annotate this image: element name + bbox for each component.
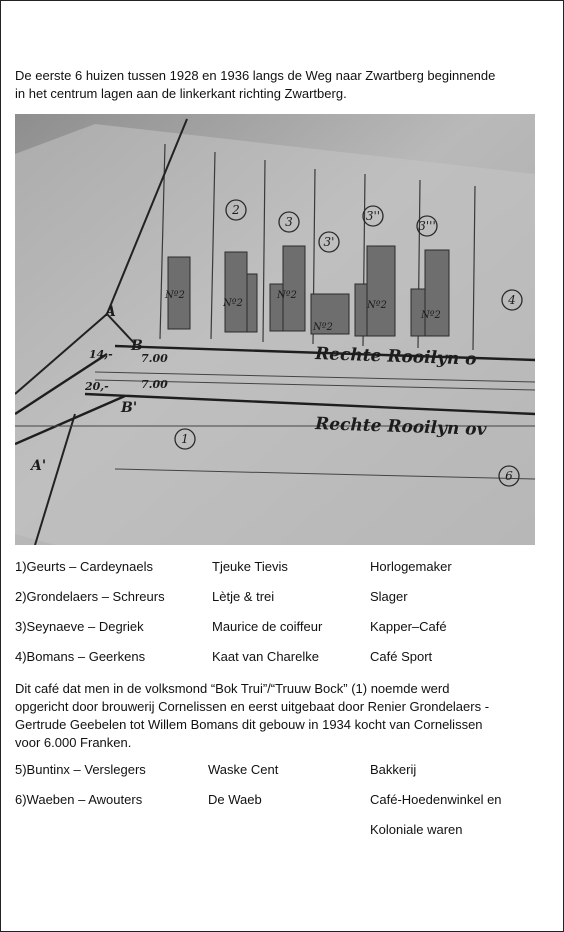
intro-line-1: De eerste 6 huizen tussen 1928 en 1936 langs de Weg naar Zwartberg beginnende xyxy=(15,68,496,83)
house-row-6-continued xyxy=(15,821,545,839)
plot-label-4: Nº2 xyxy=(313,322,333,333)
intro-text xyxy=(15,67,545,103)
house-row-3 xyxy=(15,618,545,636)
house-trade: Slager xyxy=(370,589,408,604)
paragraph-line-4: voor 6.000 Franken. xyxy=(15,735,132,750)
plan-drawing xyxy=(15,114,535,545)
house-number-4: 4 xyxy=(508,293,516,307)
plot-label-5: Nº2 xyxy=(367,300,387,311)
house-trade-continuation: Koloniale waren xyxy=(370,822,463,837)
house-nickname: Tjeuke Tievis xyxy=(212,559,288,574)
house-row-1 xyxy=(15,558,545,576)
history-paragraph xyxy=(15,680,551,752)
house-nickname: De Waeb xyxy=(208,792,262,807)
house-number-3c: 3''' xyxy=(418,219,436,233)
house-nickname: Maurice de coiffeur xyxy=(212,619,323,634)
house-number-1: 1 xyxy=(181,432,189,446)
plot-label-1: Nº2 xyxy=(165,290,185,301)
street-label-bottom: Rechte Rooilyn ov xyxy=(314,414,487,440)
plot-label-2: Nº2 xyxy=(223,298,243,309)
house-number-3a: 3' xyxy=(323,235,335,249)
plot-label-3: Nº2 xyxy=(277,290,297,301)
house-row-5 xyxy=(15,761,545,779)
house-number-2: 2 xyxy=(232,203,240,217)
measure-label-1: 14,- xyxy=(89,348,113,361)
plot-label-6: Nº2 xyxy=(421,310,441,321)
house-owner: 1)Geurts – Cardeynaels xyxy=(15,559,154,574)
house-trade: Kapper–Café xyxy=(370,619,447,634)
house-owner: 4)Bomans – Geerkens xyxy=(15,649,146,664)
measure-label-2: 7.00 xyxy=(141,352,168,365)
house-number-3: 3 xyxy=(285,215,293,229)
house-owner: 2)Grondelaers – Schreurs xyxy=(15,589,165,604)
house-nickname: Kaat van Charelke xyxy=(212,649,319,664)
house-owner: 6)Waeben – Awouters xyxy=(15,792,143,807)
paragraph-line-3: Gertrude Geebelen tot Willem Bomans dit gebouw in 1934 kocht van Cornelissen xyxy=(15,717,483,732)
paragraph-line-1: Dit café dat men in de volksmond “Bok Trui”/“Truuw Bock” (1) noemde werd xyxy=(15,681,450,696)
cadastral-plan-photo xyxy=(15,114,535,545)
house-row-6 xyxy=(15,791,545,809)
house-trade: Café Sport xyxy=(370,649,433,664)
house-trade: Café-Hoedenwinkel en xyxy=(370,792,502,807)
intro-line-2: in het centrum lagen aan de linkerkant richting Zwartberg. xyxy=(15,86,347,101)
house-row-4 xyxy=(15,648,545,666)
house-trade: Bakkerij xyxy=(370,762,417,777)
point-label-a: A xyxy=(105,304,116,320)
house-owner: 3)Seynaeve – Degriek xyxy=(15,619,144,634)
measure-label-4: 7.00 xyxy=(141,378,168,391)
house-number-6: 6 xyxy=(505,469,513,483)
house-owner: 5)Buntinx – Verslegers xyxy=(15,762,146,777)
point-label-a-prime: A' xyxy=(31,458,47,474)
house-nickname: Waske Cent xyxy=(208,762,279,777)
house-row-2 xyxy=(15,588,545,606)
point-label-b: B xyxy=(131,338,143,354)
paragraph-line-2: opgericht door brouwerij Cornelissen en eerst uitgebaat door Renier Grondelaers - xyxy=(15,699,490,714)
measure-label-3: 20,- xyxy=(85,380,109,393)
house-number-3b: 3'' xyxy=(365,209,381,223)
house-nickname: Lètje & trei xyxy=(212,589,275,604)
point-label-b-prime: B' xyxy=(121,400,138,416)
street-label-top: Rechte Rooilyn o xyxy=(314,344,477,370)
house-trade: Horlogemaker xyxy=(370,559,452,574)
